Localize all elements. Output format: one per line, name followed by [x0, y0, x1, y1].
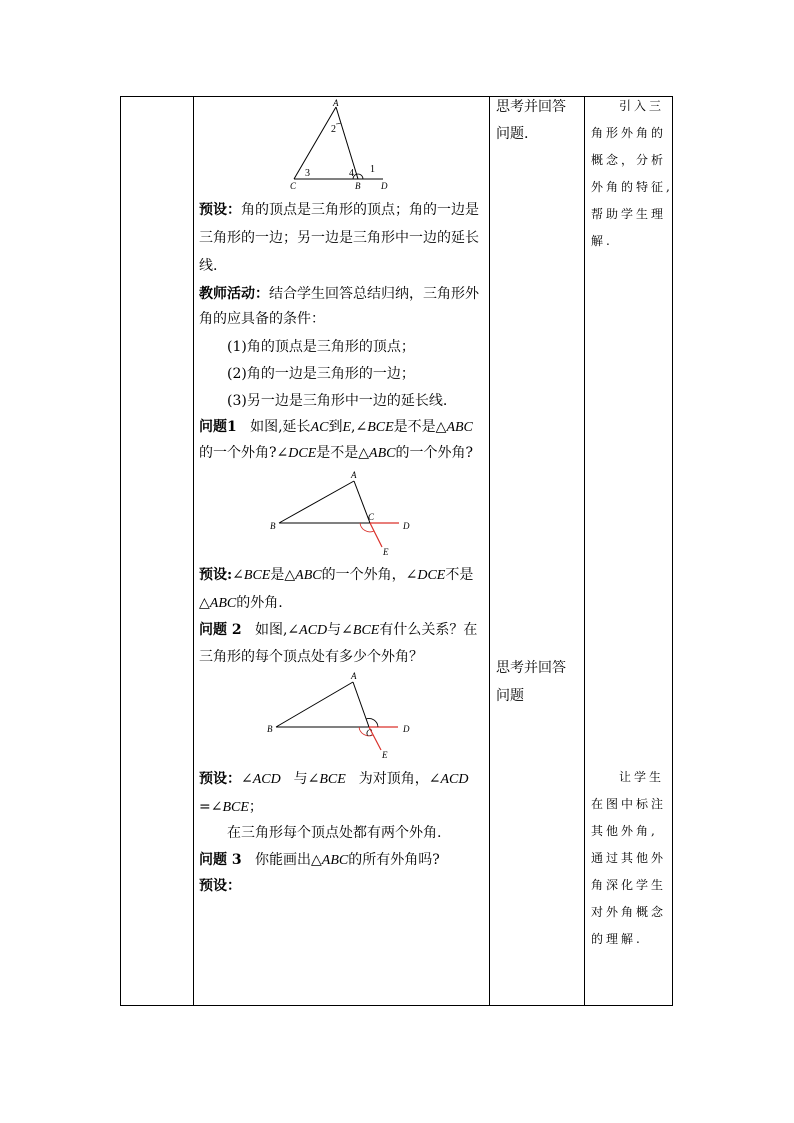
teacher-line-1: [199, 285, 479, 303]
preset-3-line-2: [199, 798, 263, 817]
condition-1: (1)角的顶点是三角形的顶点；: [227, 339, 415, 355]
point-label-b: B: [355, 181, 361, 191]
student-text-2: 问题.: [496, 126, 529, 142]
q1-text: 是不是△: [393, 419, 447, 435]
preset-text: △: [199, 595, 210, 611]
student-text-1: 思考并回答: [496, 99, 566, 115]
design-note-1-line-1: 引入三: [619, 99, 665, 113]
question-2-line-1: [199, 621, 477, 640]
design-note-2-line-4: 通过其他外: [591, 851, 667, 865]
preset-line-3: 线.: [199, 258, 218, 274]
question-1-line-1: [199, 418, 473, 437]
question-3-label: 问题 3: [199, 852, 242, 868]
q2-text: 与∠: [327, 622, 353, 638]
preset-text: ∠: [241, 771, 253, 787]
point-label-d: D: [403, 724, 410, 734]
preset-3-line-3: 在三角形每个顶点处都有两个外角.: [227, 825, 442, 841]
q2-var: BCE: [352, 623, 380, 638]
preset-label: 预设：: [199, 771, 241, 787]
design-note-2-line-7: 的理解.: [591, 932, 643, 946]
point-label-a: A: [351, 672, 357, 681]
q1-var: DCE: [288, 446, 317, 461]
q1-text: 的一个外角?∠: [199, 445, 289, 461]
preset-3-line-1: [199, 770, 468, 789]
q3-text: 你能画出△: [254, 852, 322, 868]
teacher-text: 结合学生回答总结归纳，三角形外: [269, 286, 479, 302]
preset-var: BCE: [222, 800, 249, 815]
preset-var: ABC: [209, 596, 237, 611]
design-note-1-line-4: 外角的特征,: [591, 180, 673, 194]
q2-text: 有什么关系？在: [379, 622, 478, 638]
angle-label-1: 1: [370, 164, 375, 175]
angle-label-2: 2: [331, 124, 336, 135]
q1-var: BCE: [367, 420, 394, 435]
point-label-a: A: [351, 470, 357, 480]
q1-var: ABC: [369, 446, 396, 461]
point-label-a: A: [333, 99, 339, 108]
question-2-line-2: 三角形的每个顶点处有多少个外角？: [199, 649, 423, 665]
teacher-line-2: 角的应具备的条件：: [199, 311, 325, 327]
point-label-e: E: [382, 750, 388, 760]
design-cell: [585, 97, 673, 1005]
preset-var: ACD: [440, 772, 469, 787]
question-2-label: 问题 2: [199, 622, 242, 638]
q2-var: ACD: [299, 623, 328, 638]
preset-4-label: 预设：: [199, 878, 241, 894]
point-label-b: B: [267, 724, 273, 734]
student-cell: [490, 97, 584, 1005]
design-note-2-line-2: 在图中标注: [591, 797, 667, 811]
angle-label-3: 3: [305, 168, 310, 179]
preset-line-2: 三角形的一边；另一边是三角形中一边的延长: [199, 230, 479, 246]
q3-text: 的所有外角吗?: [348, 852, 440, 868]
q1-text: ,∠: [351, 419, 368, 435]
lesson-table: [120, 96, 673, 1006]
preset-var: BCE: [319, 772, 346, 787]
design-note-1-line-5: 帮助学生理: [591, 207, 667, 221]
preset-var: BCE: [243, 568, 271, 583]
design-note-1-line-3: 概念，分析: [591, 153, 667, 167]
q1-text: 如图,延长: [250, 419, 311, 435]
q1-var: ABC: [446, 420, 473, 435]
preset-label: 预设：: [199, 202, 241, 218]
preset-var: ACD: [252, 772, 281, 787]
stage-cell: [121, 97, 193, 1005]
question-1-label: 问题1: [199, 419, 237, 435]
student-text-4: 问题: [496, 688, 524, 704]
design-note-2-line-1: 让学生: [619, 770, 665, 784]
triangle-figure-3: [265, 672, 415, 764]
question-1-line-2: [199, 444, 473, 463]
design-note-2-line-5: 角深化学生: [591, 878, 667, 892]
q3-var: ABC: [321, 853, 349, 868]
preset-text: 是△: [270, 567, 296, 583]
preset-text: 的外角.: [236, 595, 283, 611]
point-label-b: B: [270, 521, 276, 531]
preset-text: ∠: [232, 567, 244, 583]
point-label-e: E: [383, 547, 389, 557]
design-note-2-line-6: 对外角概念: [591, 905, 667, 919]
preset-var: ABC: [295, 568, 322, 583]
preset-2-line-1: [199, 566, 473, 585]
triangle-figure-1: [283, 99, 403, 191]
q2-text: 如图,∠: [254, 622, 300, 638]
content-cell: [193, 97, 489, 1005]
point-label-c: C: [366, 728, 373, 738]
point-label-c: C: [290, 181, 297, 191]
preset-line-1: [199, 201, 479, 219]
q1-text: 的一个外角?: [395, 445, 473, 461]
point-label-d: D: [381, 181, 388, 191]
preset-label: 预设:: [199, 567, 233, 583]
preset-text: 角的顶点是三角形的顶点；角的一边是: [241, 202, 479, 218]
preset-text: =∠: [199, 799, 223, 815]
angle-label-4: 4: [349, 168, 354, 179]
condition-2: (2)角的一边是三角形的一边；: [227, 366, 415, 382]
design-note-2-line-3: 其他外角,: [591, 824, 658, 838]
student-text-3: 思考并回答: [496, 660, 566, 676]
preset-text: 与∠: [293, 771, 320, 787]
q1-var: AC: [310, 420, 329, 435]
condition-3: (3)另一边是三角形中一边的延长线.: [227, 393, 448, 409]
question-3-line: [199, 851, 440, 870]
preset-2-line-2: [199, 594, 283, 613]
point-label-d: D: [403, 521, 410, 531]
preset-text: 为对顶角，∠: [358, 771, 441, 787]
q1-var: E: [342, 420, 352, 435]
preset-text: 不是: [445, 567, 474, 583]
triangle-figure-2: [269, 467, 419, 557]
point-label-c: C: [368, 512, 375, 522]
preset-text: ；: [248, 799, 263, 815]
preset-var: DCE: [417, 568, 446, 583]
teacher-label: 教师活动：: [199, 286, 269, 302]
design-note-1-line-6: 解.: [591, 234, 613, 248]
q1-text: 是不是△: [316, 445, 370, 461]
design-note-1-line-2: 角形外角的: [591, 126, 667, 140]
preset-text: 的一个外角，∠: [321, 567, 418, 583]
q1-text: 到: [328, 419, 343, 435]
